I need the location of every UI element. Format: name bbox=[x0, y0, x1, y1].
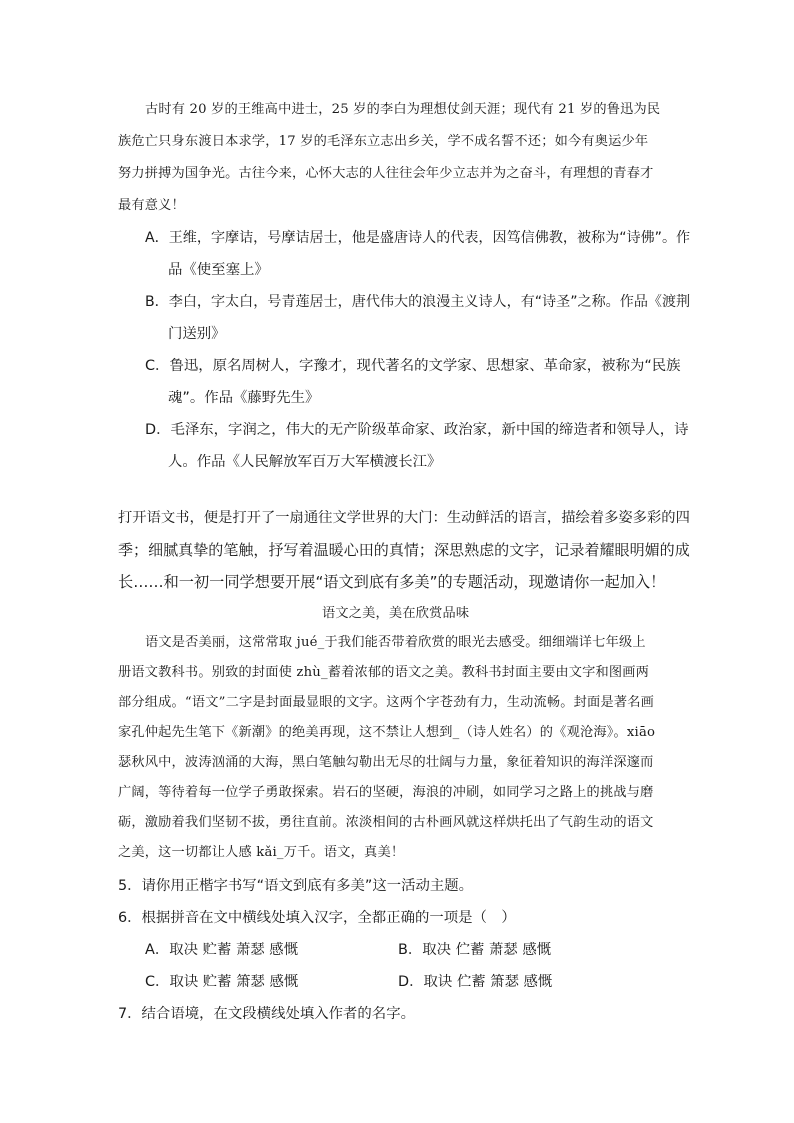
option-b-line-2: 门送别》 bbox=[168, 326, 226, 342]
option-a-line-1: A．王维，字摩诘，号摩诘居士，他是盛唐诗人的代表，因笃信佛教，被称为“诗佛”。作 bbox=[145, 230, 691, 246]
article-line-8: 之美，这一切都让人感 kǎi_万千。语文，真美！ bbox=[118, 845, 405, 860]
article-line-6: 广阔，等待着每一位学子勇敢探索。岩石的坚硬，海浪的冲刷，如同学习之路上的挑战与磨 bbox=[118, 785, 654, 800]
article-line-2: 册语文教科书。别致的封面使 zhù_蓄着浓郁的语文之美。教科书封面主要由文字和图画两 bbox=[118, 665, 650, 680]
article-line-3: 部分组成。“语文”二字是封面最显眼的文字。这两个字苍劲有力，生动流畅。封面是著名画 bbox=[118, 695, 654, 710]
question-6-option-a: A．取决 贮蓄 萧瑟 感慨 bbox=[145, 942, 299, 958]
option-a-line-2: 品《使至塞上》 bbox=[168, 262, 269, 278]
passage1-line-1: 古时有 20 岁的王维高中进士，25 岁的李白为理想仗剑天涯；现代有 21 岁的鲁迅为民 bbox=[145, 102, 661, 117]
article-title: 语文之美，美在欣赏品味 bbox=[322, 606, 470, 621]
question-6-option-b: B．取决 伫蓄 萧瑟 感慨 bbox=[398, 942, 552, 958]
question-6-stem: 6．根据拼音在文中横线处填入汉字，全都正确的一项是（ ） bbox=[118, 910, 516, 926]
option-c-line-2: 魂”。作品《藤野先生》 bbox=[168, 390, 320, 406]
passage1-line-3: 努力拼搏为国争光。古往今来，心怀大志的人往往会年少立志并为之奋斗，有理想的青春才 bbox=[118, 166, 654, 181]
question-6-option-d: D．取诀 伫蓄 箫瑟 感慨 bbox=[398, 974, 553, 990]
option-b-line-1: B．李白，字太白，号青莲居士，唐代伟大的浪漫主义诗人，有“诗圣”之称。作品《渡荆 bbox=[145, 294, 691, 310]
passage1-line-4: 最有意义！ bbox=[118, 198, 185, 213]
intro-line-2: 季；细腻真挚的笔触，抒写着温暖心田的真情；深思熟虑的文字，记录着耀眼明媚的成 bbox=[118, 541, 690, 559]
passage1-line-2: 族危亡只身东渡日本求学，17 岁的毛泽东立志出乡关，学不成名誓不还；如今有奥运少年 bbox=[118, 134, 649, 149]
intro-line-1: 打开语文书，便是打开了一扇通往文学世界的大门：生动鲜活的语言，描绘着多姿多彩的四 bbox=[118, 510, 690, 526]
question-6-option-c: C．取诀 贮蓄 箫瑟 感慨 bbox=[145, 974, 299, 990]
article-line-1: 语文是否美丽，这常常取 jué_于我们能否带着欣赏的眼光去感受。细细端详七年级上 bbox=[145, 635, 646, 650]
option-d-line-1: D．毛泽东，字润之，伟大的无产阶级革命家、政治家，新中国的缔造者和领导人，诗 bbox=[145, 422, 689, 438]
intro-line-3: 长……和一初一同学想要开展“语文到底有多美”的专题活动，现邀请你一起加入！ bbox=[118, 573, 666, 591]
article-line-4: 家孔仲起先生笔下《新潮》的绝美再现，这不禁让人想到_（诗人姓名）的《观沧海》。xiāo bbox=[118, 725, 656, 740]
option-d-line-2: 人。作品《人民解放军百万大军横渡长江》 bbox=[168, 454, 442, 470]
option-c-line-1: C．鲁迅，原名周树人，字豫才，现代著名的文学家、思想家、革命家，被称为“民族 bbox=[145, 358, 681, 374]
article-line-7: 砺，激励着我们坚韧不拔，勇往直前。浓淡相间的古朴画风就这样烘托出了气韵生动的语文 bbox=[118, 815, 654, 830]
question-5: 5．请你用正楷字书写“语文到底有多美”这一活动主题。 bbox=[118, 878, 474, 894]
article-line-5: 瑟秋风中，波涛汹涌的大海，黑白笔触勾勒出无尽的壮阔与力量，象征着知识的海洋深邃而 bbox=[118, 755, 654, 770]
question-7: 7．结合语境，在文段横线处填入作者的名字。 bbox=[118, 1006, 415, 1022]
